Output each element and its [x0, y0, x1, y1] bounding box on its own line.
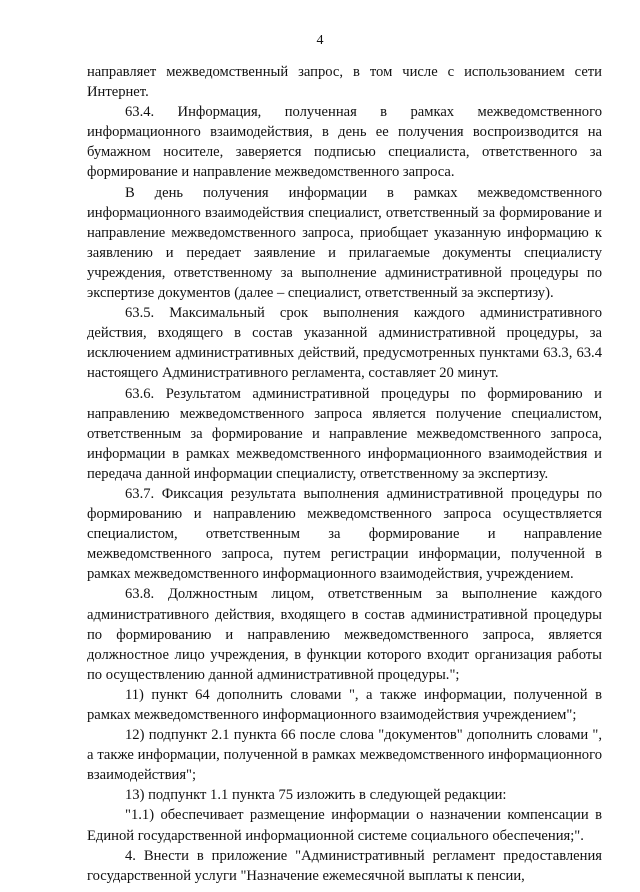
paragraph-63-8: 63.8. Должностным лицом, ответственным за выполнение каждого административного действия, входящего в состав административной процедуры по формированию и направлению межведомственного запроса, является должностное лицо учреждения, в функции которого входит организация работы по осуществлению данной административной процедуры.";: [87, 586, 602, 683]
paragraph-continuation: направляет межведомственный запрос, в том числе с использованием сети Интернет.: [87, 64, 602, 101]
paragraph-item-4: 4. Внести в приложение "Административный регламент предоставления государственной услуги "Назначение ежемесячной выплаты к пенсии,: [87, 847, 602, 884]
paragraph-item-12: 12) подпункт 2.1 пункта 66 после слова "документов" дополнить словами ", а также информации, полученной в рамках межведомственного информационного взаимодействия";: [87, 727, 602, 784]
paragraph-63-4: 63.4. Информация, полученная в рамках межведомственного информационного взаимодействия, в день ее получения воспроизводится на бумажном носителе, заверяется подписью специалиста, ответственного за формирование и направление межведомственного запроса.: [87, 104, 602, 181]
paragraph-quoted-1-1: "1.1) обеспечивает размещение информации о назначении компенсации в Единой государственной информационной системе социального обеспечения;".: [87, 807, 602, 844]
paragraph-63-4-continued: В день получения информации в рамках межведомственного информационного взаимодействия специалист, ответственный за формирование и направление межведомственного запроса, приобщает указанную информацию к заявлению и передает заявление и прилагаемые документы специалисту учреждения, ответственному за выполнение административной процедуры по экспертизе документов (далее – специалист, ответственный за экспертизу).: [87, 184, 602, 302]
paragraph-63-7: 63.7. Фиксация результата выполнения административной процедуры по формированию и направлению межведомственного запроса осуществляется специалистом, ответственным за формирование и направление межведомственного запроса, путем регистрации информации, полученной в рамках межведомственного информационного взаимодействия, учреждением.: [87, 485, 602, 583]
paragraph-63-6: 63.6. Результатом административной процедуры по формированию и направлению межведомственного запроса является получение специалистом, ответственным за формирование и направление межведомственного запроса, информации в рамках межведомственного информационного взаимодействия и передача данной информации специалисту, ответственному за экспертизу.: [87, 385, 602, 482]
paragraph-63-5: 63.5. Максимальный срок выполнения каждого административного действия, входящего в состав указанной административной процедуры, за исключением административных действий, предусмотренных пунктами 63.3, 63.4 настоящего Административного регламента, составляет 20 минут.: [87, 305, 602, 382]
page-number: 4: [316, 33, 324, 48]
paragraph-item-13: 13) подпункт 1.1 пункта 75 изложить в следующей редакции:: [125, 787, 507, 804]
document-body: [87, 62, 602, 886]
paragraph-item-11: 11) пункт 64 дополнить словами ", а также информации, полученной в рамках межведомственного информационного взаимодействия учреждением";: [87, 686, 602, 723]
